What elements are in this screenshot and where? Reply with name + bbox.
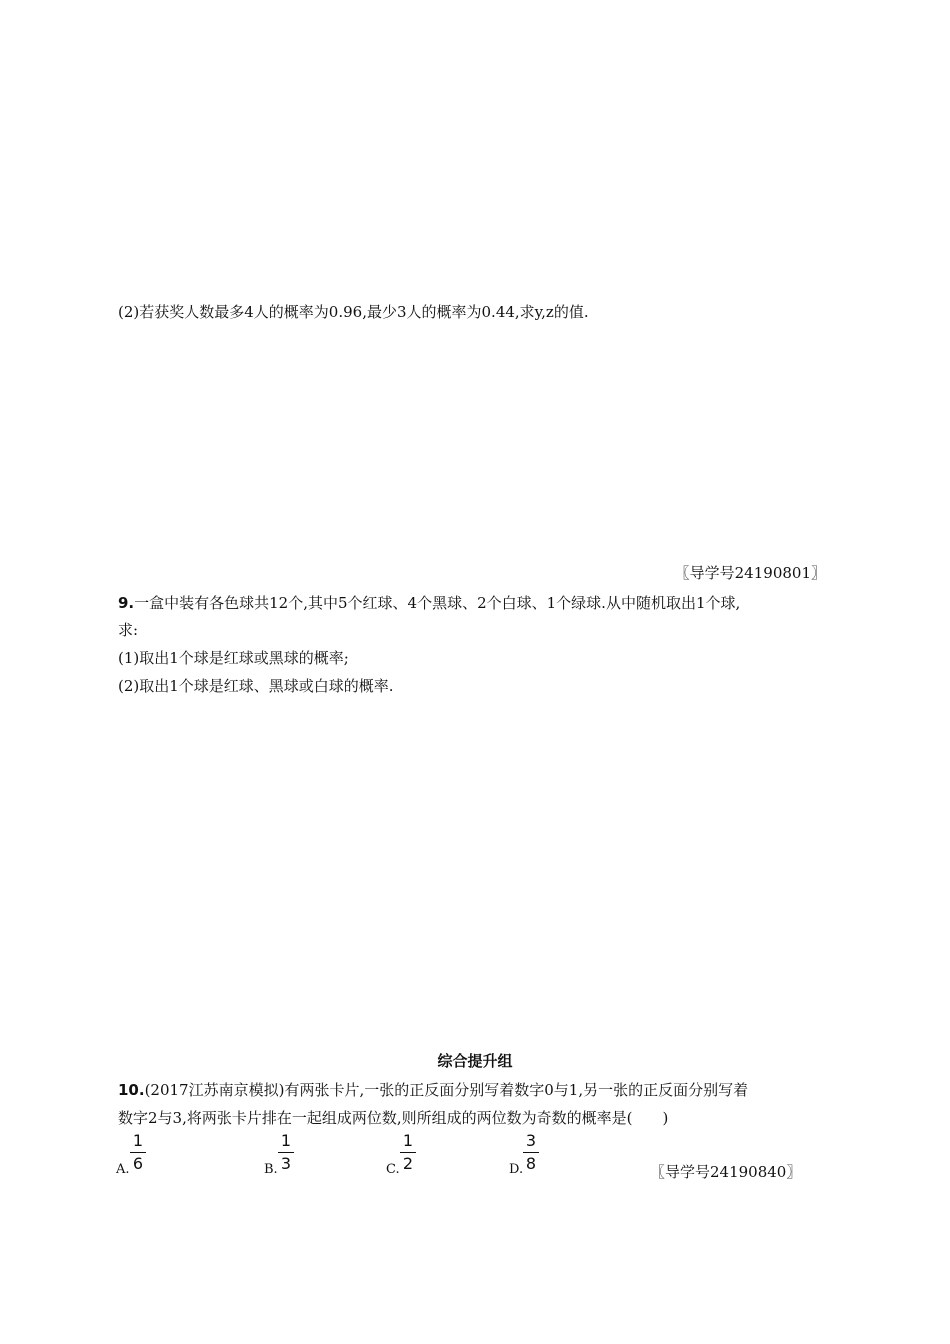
q10-stem-line2: 数字2与3,将两张卡片排在一起组成两位数,则所组成的两位数为奇数的概率是( ) — [118, 1109, 669, 1127]
numerator: 3 — [525, 1131, 537, 1150]
q9-stem-line2: 求: — [118, 621, 139, 639]
option-letter: D. — [509, 1162, 524, 1177]
q9-number: 9. — [118, 594, 135, 612]
option-fraction — [400, 1132, 416, 1173]
option-letter: A. — [116, 1162, 130, 1177]
q9-part2: (2)取出1个球是红球、黑球或白球的概率. — [118, 677, 394, 695]
denominator: 6 — [132, 1154, 144, 1173]
denominator: 8 — [525, 1154, 537, 1173]
numerator: 1 — [280, 1131, 292, 1150]
denominator: 3 — [280, 1154, 292, 1173]
q9-stem-line1 — [118, 593, 740, 613]
q10-stem-line1 — [118, 1080, 748, 1100]
numerator: 1 — [132, 1131, 144, 1150]
q9-part1: (1)取出1个球是红球或黑球的概率; — [118, 649, 349, 667]
q8-reference-number: 〖导学号24190801〗 — [674, 564, 826, 582]
q10-number: 10. — [118, 1081, 145, 1099]
q10-stem-text: (2017江苏南京模拟)有两张卡片,一张的正反面分别写着数字0与1,另一张的正反面分别写着 — [144, 1081, 749, 1099]
option-letter: C. — [386, 1162, 400, 1177]
option-fraction — [523, 1132, 539, 1173]
option-fraction — [130, 1132, 146, 1173]
q10-reference-number: 〖导学号24190840〗 — [650, 1163, 802, 1181]
denominator: 2 — [402, 1154, 414, 1173]
numerator: 1 — [402, 1131, 414, 1150]
option-letter: B. — [264, 1162, 278, 1177]
section-title: 综合提升组 — [437, 1052, 513, 1070]
q8-part2: (2)若获奖人数最多4人的概率为0.96,最少3人的概率为0.44,求y,z的值. — [118, 303, 589, 321]
q9-stem-text: 一盒中装有各色球共12个,其中5个红球、4个黑球、2个白球、1个绿球.从中随机取出1个球, — [134, 594, 741, 612]
option-fraction — [278, 1132, 294, 1173]
